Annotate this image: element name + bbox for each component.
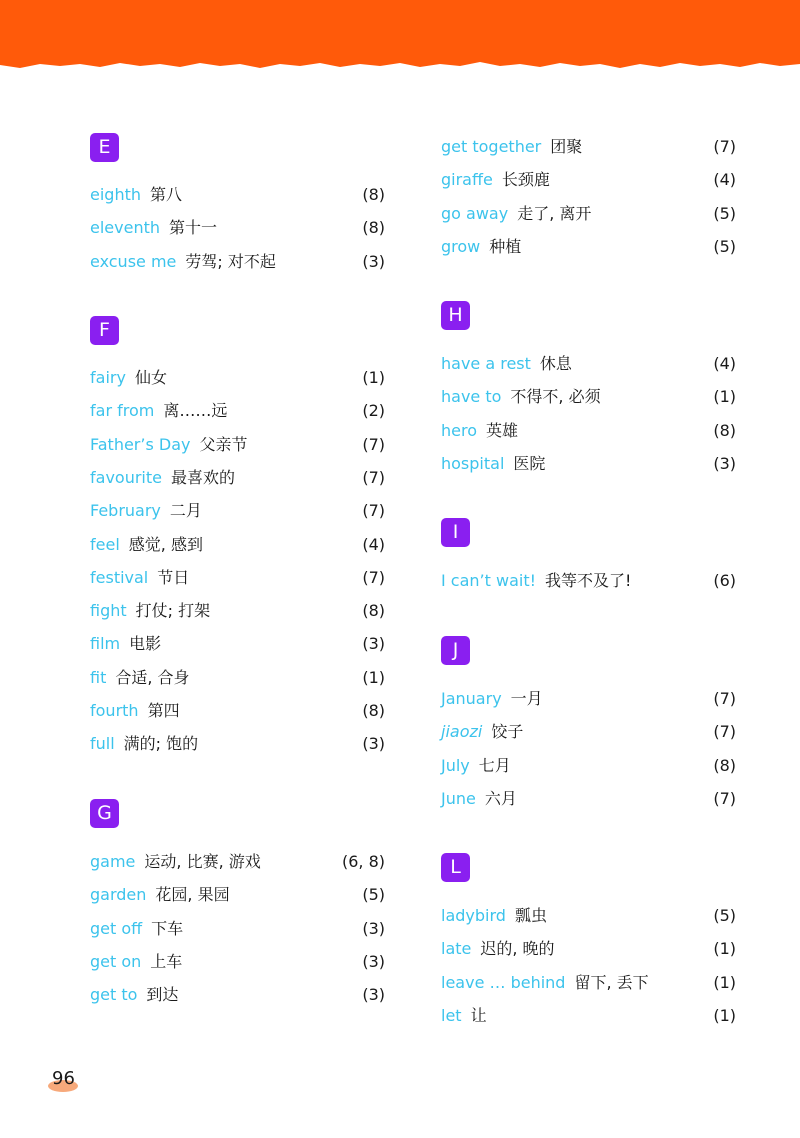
vocab-entry [90, 566, 385, 590]
vocab-word: favourite [90, 467, 162, 487]
vocab-unit: (5) [362, 885, 385, 905]
vocab-word: jiaozi [441, 722, 483, 742]
vocab-meaning: 打仗; 打架 [135, 601, 211, 621]
vocab-meaning: 七月 [478, 755, 511, 775]
vocab-unit: (7) [713, 689, 736, 708]
vocab-unit: (1) [713, 1005, 736, 1025]
vocab-meaning: 满的; 饱的 [123, 734, 199, 754]
vocab-meaning: 合适, 合身 [115, 667, 190, 687]
page-number-text: 96 [52, 1068, 75, 1089]
vocab-word: ladybird [441, 906, 506, 925]
vocab-unit: (4) [362, 534, 385, 554]
vocab-meaning: 六月 [484, 788, 517, 808]
section-letter: G [90, 799, 119, 828]
vocab-word: giraffe [441, 170, 493, 190]
vocab-meaning: 节日 [157, 567, 190, 587]
vocab-word: garden [90, 885, 147, 905]
vocab-word: late [441, 939, 472, 959]
vocab-word: leave … behind [441, 972, 566, 992]
vocab-unit: (7) [713, 788, 736, 808]
vocab-meaning: 英雄 [486, 420, 519, 440]
vocab-unit: (8) [713, 755, 736, 775]
vocab-word: far from [90, 401, 155, 421]
vocab-unit: (5) [713, 906, 736, 925]
vocab-word: get on [90, 951, 142, 971]
vocab-meaning: 瓢虫 [514, 906, 547, 925]
vocab-word: get off [90, 918, 143, 938]
vocab-entry [90, 950, 385, 974]
vocab-unit: (7) [362, 567, 385, 587]
vocab-meaning: 医院 [513, 453, 546, 473]
vocab-entry [90, 883, 385, 907]
vocab-entry [90, 632, 385, 656]
vocab-entry [441, 971, 736, 995]
vocab-entry [441, 754, 736, 778]
vocab-entry [441, 352, 736, 376]
vocab-unit: (8) [362, 701, 385, 720]
vocab-unit: (3) [362, 985, 385, 1005]
vocab-meaning: 不得不, 必须 [510, 387, 601, 407]
vocab-unit: (3) [362, 951, 385, 971]
vocab-meaning: 仙女 [134, 368, 167, 387]
vocab-meaning: 上车 [150, 951, 183, 971]
section-letter: F [90, 316, 119, 345]
vocab-unit: (3) [362, 918, 385, 938]
header-banner [0, 0, 800, 80]
vocab-entry [90, 983, 385, 1007]
vocab-unit: (3) [362, 734, 385, 754]
vocab-word: eleventh [90, 218, 160, 238]
vocab-entry [90, 732, 385, 756]
vocab-word: have a rest [441, 354, 531, 373]
vocab-word: I can’t wait! [441, 571, 537, 590]
vocab-word: game [90, 852, 136, 871]
vocab-entry [90, 499, 385, 523]
vocab-entry [90, 917, 385, 941]
vocab-word: excuse me [90, 251, 177, 271]
vocab-unit: (6) [713, 571, 736, 590]
section-letter: I [441, 518, 470, 547]
vocab-word: get to [90, 985, 138, 1005]
vocab-unit: (6, 8) [341, 852, 385, 871]
vocab-unit: (8) [713, 420, 736, 440]
vocab-entry [90, 466, 385, 490]
vocab-unit: (5) [713, 203, 736, 223]
vocab-entry [441, 1004, 736, 1028]
vocab-entry [90, 183, 385, 207]
vocab-entry [90, 666, 385, 690]
vocab-meaning: 花园, 果园 [155, 885, 230, 905]
vocab-entry [441, 787, 736, 811]
vocab-unit: (7) [362, 501, 385, 521]
vocab-meaning: 父亲节 [199, 434, 248, 454]
vocab-unit: (1) [713, 387, 736, 407]
vocab-entry [441, 135, 736, 159]
vocab-unit: (1) [362, 667, 385, 687]
vocab-word: let [441, 1005, 462, 1025]
vocab-word: fight [90, 601, 127, 621]
vocab-meaning: 到达 [146, 985, 179, 1005]
vocab-meaning: 感觉, 感到 [128, 534, 203, 554]
vocab-word: feel [90, 534, 120, 554]
vocab-word: fairy [90, 368, 126, 387]
vocab-entry [441, 687, 736, 711]
vocab-word: grow [441, 236, 481, 256]
vocab-meaning: 劳驾; 对不起 [185, 251, 276, 271]
vocab-word: June [441, 788, 476, 808]
vocab-unit: (7) [713, 722, 736, 742]
vocab-unit: (5) [713, 236, 736, 256]
vocab-meaning: 下车 [151, 918, 184, 938]
vocab-word: hospital [441, 453, 505, 473]
vocab-meaning: 最喜欢的 [170, 467, 235, 487]
vocab-entry [441, 937, 736, 961]
vocab-entry [90, 850, 385, 874]
vocab-entry [441, 235, 736, 259]
vocab-word: film [90, 634, 121, 654]
vocab-meaning: 运动, 比赛, 游戏 [144, 852, 261, 871]
vocab-meaning: 离……远 [163, 401, 228, 421]
vocab-word: January [441, 689, 502, 708]
vocab-unit: (2) [362, 401, 385, 421]
section-letter: L [441, 853, 470, 882]
vocab-unit: (4) [713, 354, 736, 373]
vocab-meaning: 留下, 丢下 [574, 972, 649, 992]
vocab-word: July [441, 755, 470, 775]
vocab-unit: (1) [713, 939, 736, 959]
vocab-unit: (3) [713, 453, 736, 473]
vocab-entry [90, 399, 385, 423]
vocab-unit: (7) [362, 434, 385, 454]
section-letter: E [90, 133, 119, 162]
vocab-unit: (1) [362, 368, 385, 387]
vocab-word: full [90, 734, 115, 754]
vocab-entry [90, 250, 385, 274]
vocab-meaning: 第十一 [169, 218, 218, 238]
vocab-entry [441, 904, 736, 928]
vocab-word: go away [441, 203, 509, 223]
vocab-meaning: 让 [470, 1005, 487, 1025]
vocab-entry [90, 433, 385, 457]
vocab-entry [441, 385, 736, 409]
vocab-unit: (3) [362, 251, 385, 271]
vocab-unit: (8) [362, 218, 385, 238]
section-letter: H [441, 301, 470, 330]
vocab-entry [441, 168, 736, 192]
vocab-meaning: 种植 [489, 236, 522, 256]
vocab-entry [90, 216, 385, 240]
vocab-meaning: 二月 [169, 501, 202, 521]
vocab-word: fit [90, 667, 107, 687]
vocab-meaning: 迟的, 晚的 [480, 939, 555, 959]
vocab-entry [441, 720, 736, 744]
vocab-word: Father’s Day [90, 434, 191, 454]
vocab-entry [441, 569, 736, 593]
vocab-word: festival [90, 567, 149, 587]
vocab-meaning: 一月 [510, 689, 543, 708]
section-letter: J [441, 636, 470, 665]
vocab-word: have to [441, 387, 502, 407]
vocab-entry [90, 366, 385, 390]
vocab-meaning: 长颈鹿 [501, 170, 550, 190]
vocab-entry [441, 419, 736, 443]
vocab-unit: (3) [362, 634, 385, 654]
vocab-unit: (7) [713, 137, 736, 156]
vocab-meaning: 休息 [539, 354, 572, 373]
vocab-meaning: 我等不及了! [545, 571, 632, 590]
vocab-unit: (4) [713, 170, 736, 190]
vocab-meaning: 电影 [129, 634, 162, 654]
vocab-entry [441, 452, 736, 476]
vocab-entry [441, 202, 736, 226]
vocab-unit: (1) [713, 972, 736, 992]
vocab-word: February [90, 501, 161, 521]
vocab-word: fourth [90, 701, 139, 720]
vocab-word: eighth [90, 185, 141, 204]
vocab-meaning: 团聚 [550, 137, 583, 156]
vocab-unit: (8) [362, 185, 385, 204]
vocab-meaning: 第四 [147, 701, 180, 720]
vocab-unit: (7) [362, 467, 385, 487]
vocab-entry [90, 599, 385, 623]
vocab-meaning: 第八 [150, 185, 183, 204]
vocab-entry [90, 533, 385, 557]
vocab-word: hero [441, 420, 477, 440]
vocab-entry [90, 699, 385, 723]
vocab-meaning: 走了, 离开 [517, 203, 592, 223]
vocab-word: get together [441, 137, 542, 156]
vocab-unit: (8) [362, 601, 385, 621]
vocab-meaning: 饺子 [491, 722, 524, 742]
page-number [44, 1064, 84, 1096]
